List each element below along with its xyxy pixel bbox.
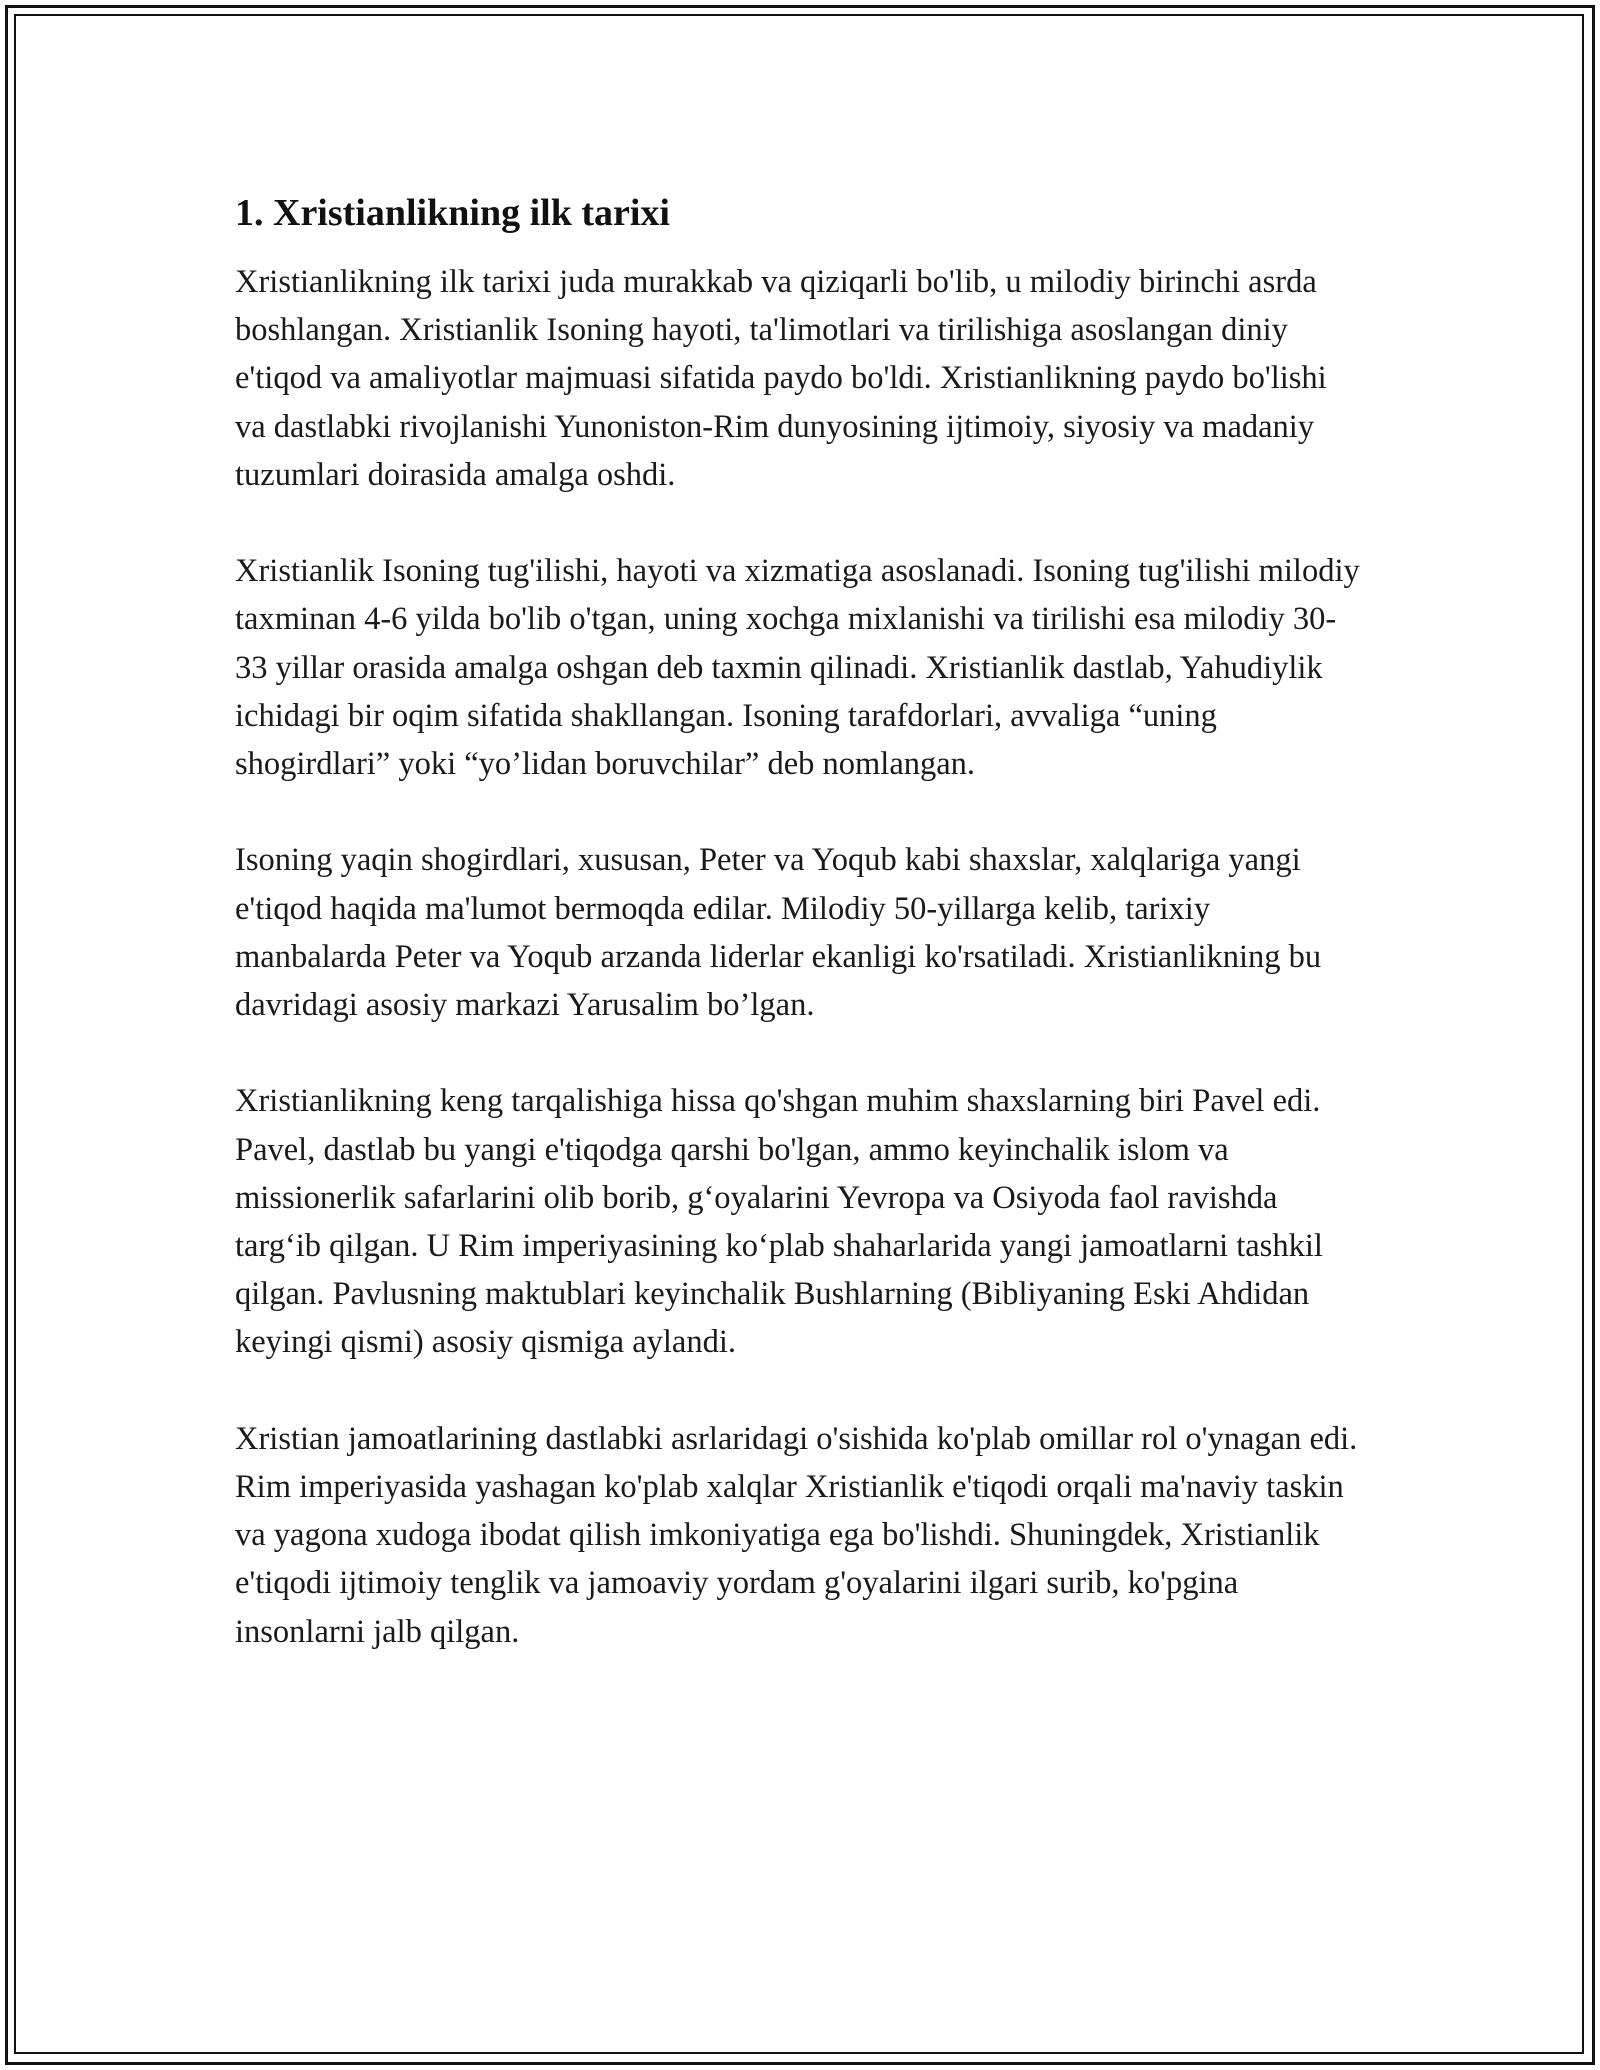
paragraph-4: Xristianlikning keng tarqalishiga hissa qo'shgan muhim shaxslarning biri Pavel edi. Pavel, dastlab bu yangi e'tiqodga qarshi bo'lgan, ammo keyinchalik islom va missionerlik safarlarini olib borib, g‘oyalarini Yevropa va Osiyoda faol ravishda targ‘ib qilgan. U Rim imperiyasining ko‘plab shaharlarida yangi jamoatlarni tashkil qilgan. Pavlusning maktublari keyinchalik Bushlarning (Bibliyaning Eski Ahdidan keyingi qismi) asosiy qismiga aylandi.	[235, 1083, 1323, 1361]
paragraph-2: Xristianlik Isoning tug'ilishi, hayoti va xizmatiga asoslanadi. Isoning tug'ilishi milodiy taxminan 4-6 yilda bo'lib o'tgan, uning xochga mixlanishi va tirilishi esa milodiy 30-33 yillar orasida amalga oshgan deb taxmin qilinadi. Xristianlik dastlab, Yahudiylik ichidagi bir oqim sifatida shakllangan. Isoning tarafdorlari, avvaliga “uning shogirdlari” yoki “yo’lidan boruvchilar” deb nomlangan.	[235, 553, 1360, 783]
document-body	[235, 188, 1365, 1704]
section-heading: 1. Xristianlikning ilk tarixi	[235, 192, 670, 234]
paragraph-3: Isoning yaqin shogirdlari, xususan, Peter va Yoqub kabi shaxslar, xalqlariga yangi e'tiqod haqida ma'lumot bermoqda edilar. Milodiy 50-yillarga kelib, tarixiy manbalarda Peter va Yoqub arzanda liderlar ekanligi ko'rsatiladi. Xristianlikning bu davridagi asosiy markazi Yarusalim bo’lgan.	[235, 842, 1322, 1024]
paragraph-5: Xristian jamoatlarining dastlabki asrlaridagi o'sishida ko'plab omillar rol o'ynagan edi. Rim imperiyasida yashagan ko'plab xalqlar Xristianlik e'tiqodi orqali ma'naviy taskin va yagona xudoga ibodat qilish imkoniyatiga ega bo'lishdi. Shuningdek, Xristianlik e'tiqodi ijtimoiy tenglik va jamoaviy yordam g'oyalarini ilgari surib, ko'pgina insonlarni jalb qilgan.	[235, 1420, 1358, 1650]
paragraph-1: Xristianlikning ilk tarixi juda murakkab va qiziqarli bo'lib, u milodiy birinchi asrda boshlangan. Xristianlik Isoning hayoti, ta'limotlari va tirilishiga asoslangan diniy e'tiqod va amaliyotlar majmuasi sifatida paydo bo'ldi. Xristianlikning paydo bo'lishi va dastlabki rivojlanishi Yunoniston-Rim dunyosining ijtimoiy, siyosiy va madaniy tuzumlari doirasida amalga oshdi.	[235, 264, 1327, 493]
